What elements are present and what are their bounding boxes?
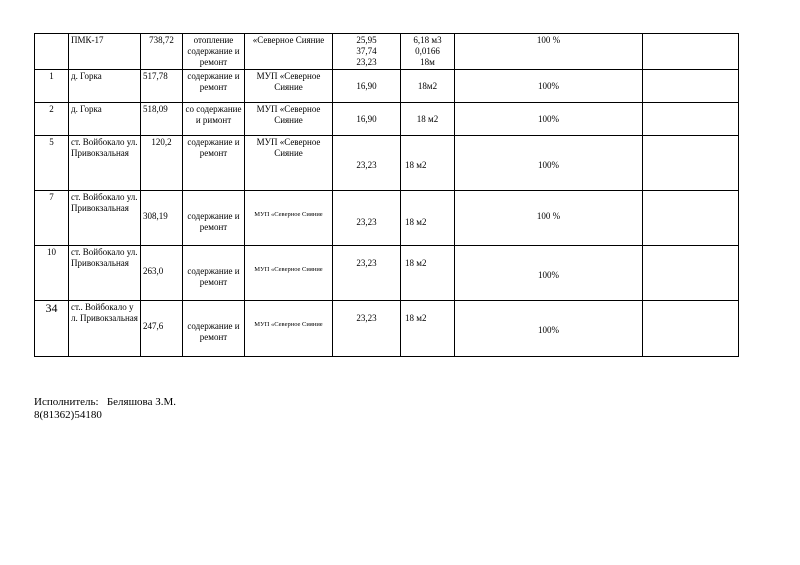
norm-cell — [401, 70, 455, 103]
norm-value: 18 м2 — [405, 160, 427, 170]
tariff-cell — [333, 301, 401, 357]
organization-cell: МУП «Северное Сияние — [245, 70, 333, 103]
table-row — [35, 301, 739, 357]
organization-cell: МУП «Северное Сияние — [245, 136, 333, 191]
empty-cell — [643, 70, 739, 103]
address-cell: ст. Войбокало ул. Привокзальная — [69, 246, 141, 301]
percent-cell: 100% — [455, 103, 643, 136]
tariff-value: 23,23 — [356, 217, 377, 227]
norm-value: 18м — [420, 57, 435, 67]
row-number — [35, 34, 69, 70]
organization-cell: МУП «Северное Сияние — [245, 301, 333, 357]
address-cell: д. Горка — [69, 103, 141, 136]
work-type-cell: содержание и ремонт — [183, 301, 245, 357]
tariff-value: 16,90 — [356, 113, 377, 124]
phone-number: 8(81362)54180 — [34, 409, 102, 421]
work-type-cell: содержание и ремонт — [183, 246, 245, 301]
work-type-cell: со содержание и римонт — [183, 103, 245, 136]
row-number: 1 — [35, 70, 69, 103]
organization-cell: МУП «Северное Сияние — [245, 246, 333, 301]
table-row — [35, 34, 739, 70]
table-row — [35, 246, 739, 301]
housing-table — [34, 33, 739, 357]
tariff-cell — [333, 34, 401, 70]
organization-cell: МУП «Северное Сияние — [245, 191, 333, 246]
empty-cell — [643, 191, 739, 246]
empty-cell — [643, 246, 739, 301]
percent-cell: 100 % — [455, 34, 643, 70]
tariff-cell — [333, 136, 401, 191]
work-type-cell: отопление содержание и ремонт — [183, 34, 245, 70]
table-row — [35, 70, 739, 103]
norm-cell — [401, 136, 455, 191]
tariff-value: 37,74 — [356, 46, 377, 56]
address-cell: ст.. Войбокало ул. Привокзальная — [69, 301, 141, 357]
work-type-cell: содержание и ремонт — [183, 70, 245, 103]
norm-value: 18 м2 — [405, 217, 427, 227]
norm-cell — [401, 301, 455, 357]
address-cell: ПМК-17 — [69, 34, 141, 70]
empty-cell — [643, 103, 739, 136]
empty-cell — [643, 136, 739, 191]
tariff-cell — [333, 191, 401, 246]
norm-value: 6,18 м3 — [413, 35, 442, 45]
tariff-cell — [333, 246, 401, 301]
norm-value: 18 м2 — [405, 258, 427, 268]
area-cell: 518,09 — [141, 103, 183, 136]
percent-cell: 100% — [455, 136, 643, 191]
tariff-value: 23,23 — [356, 258, 377, 268]
tariff-value: 23,23 — [356, 160, 377, 170]
norm-cell — [401, 246, 455, 301]
row-number: 10 — [35, 246, 69, 301]
tariff-cell — [333, 70, 401, 103]
tariff-value: 25,95 — [356, 35, 377, 45]
percent-cell: 100% — [455, 301, 643, 357]
empty-cell — [643, 34, 739, 70]
organization-cell: «Северное Сияние — [245, 34, 333, 70]
row-number: 7 — [35, 191, 69, 246]
area-cell: 738,72 — [141, 34, 183, 70]
norm-value: 18 м2 — [405, 313, 427, 323]
work-type-cell: содержание и ремонт — [183, 191, 245, 246]
norm-value: 0,0166 — [415, 46, 440, 56]
norm-cell — [401, 191, 455, 246]
area-cell: 308,19 — [141, 191, 183, 246]
tariff-value: 23,23 — [356, 313, 377, 323]
empty-cell — [643, 301, 739, 357]
norm-value: 18м2 — [417, 80, 438, 91]
table-row — [35, 103, 739, 136]
percent-cell: 100 % — [455, 191, 643, 246]
work-type-cell: содержание и ремонт — [183, 136, 245, 191]
row-number: 2 — [35, 103, 69, 136]
tariff-value: 16,90 — [356, 80, 377, 91]
tariff-value: 23,23 — [356, 57, 377, 67]
percent-cell: 100% — [455, 246, 643, 301]
tariff-cell — [333, 103, 401, 136]
area-cell: 247,6 — [141, 301, 183, 357]
area-cell: 263,0 — [141, 246, 183, 301]
address-cell: д. Горка — [69, 70, 141, 103]
norm-cell — [401, 103, 455, 136]
organization-cell: МУП «Северное Сияние — [245, 103, 333, 136]
row-number: 5 — [35, 136, 69, 191]
table-row — [35, 191, 739, 246]
row-number: 34 — [35, 301, 69, 357]
percent-cell: 100% — [455, 70, 643, 103]
norm-cell — [401, 34, 455, 70]
document-footer — [34, 396, 176, 422]
address-cell: ст. Войбокало ул. Привокзальная — [69, 136, 141, 191]
executor-line: Исполнитель: Беляшова З.М. — [34, 396, 177, 408]
area-cell: 517,78 — [141, 70, 183, 103]
table-row — [35, 136, 739, 191]
norm-value: 18 м2 — [416, 113, 439, 124]
area-cell: 120,2 — [141, 136, 183, 191]
address-cell: ст. Войбокало ул. Привокзальная — [69, 191, 141, 246]
